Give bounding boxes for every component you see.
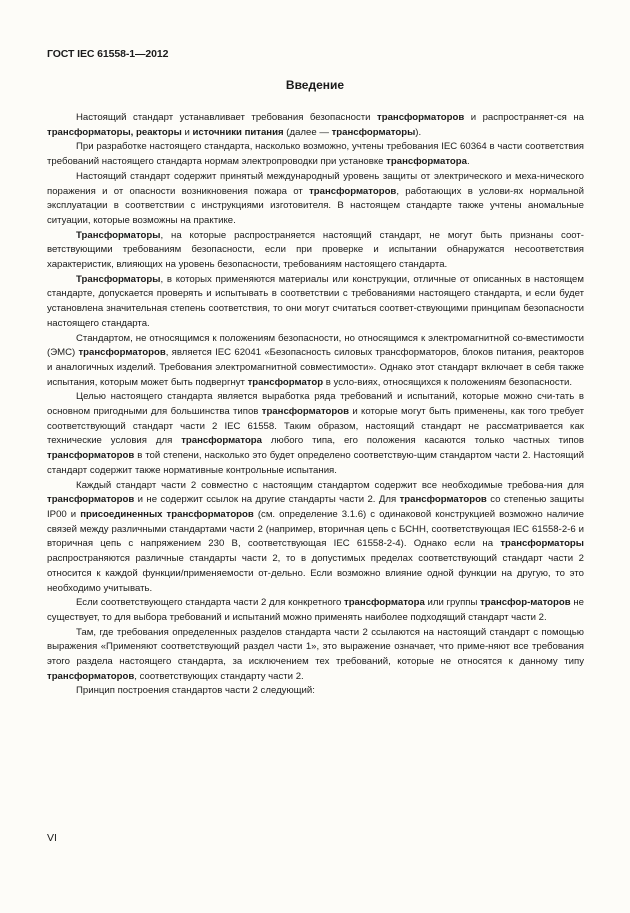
paragraph bbox=[47, 596, 584, 625]
text-run: не существует, то для выбора требований и испытаний можно применять наиболее подходящий стандарт части 2. bbox=[47, 597, 584, 623]
bold-term: трансформаторов bbox=[377, 112, 465, 123]
text-run: и bbox=[181, 126, 193, 138]
bold-term: источники питания bbox=[192, 126, 284, 138]
text-run: Принцип построения стандартов части 2 следующий: bbox=[76, 685, 315, 697]
text-run: При разработке настоящего стандарта, насколько возможно, учтены требования IEC 60364 в части соответствия требований настоящего стандарта нормам электропроводки при установке bbox=[47, 141, 584, 168]
text-run: в той степени, насколько это будет определено соответствую-щим стандартом части 2. Настоящий стандарт содержит также нормативные контрольные испытания. bbox=[47, 450, 584, 476]
text-run: . bbox=[467, 156, 470, 168]
paragraph bbox=[47, 229, 584, 273]
body-text bbox=[47, 111, 584, 699]
text-run: , соответствующих стандарту части 2. bbox=[134, 670, 304, 682]
bold-term: трансформаторов bbox=[47, 670, 135, 682]
bold-term: трансформаторов bbox=[78, 347, 166, 359]
bold-term: трансформатор bbox=[247, 376, 324, 388]
paragraph bbox=[47, 390, 584, 478]
bold-term: трансформатора bbox=[344, 597, 425, 609]
bold-term: трансформаторы, реакторы bbox=[47, 126, 182, 138]
text-run: , в которых применяются материалы или конструкции, отличные от описанных в настоящем стандарте, допускается проверять и испытывать в соответствии с требованиями настоящего стандарта, и если будет установлена значительная степень соответствия, то они могут считаться соответ-ствующими принципам безопасности настоящего стандарта. bbox=[47, 273, 584, 329]
text-run: (см. определение 3.1.6) с одинаковой конструкцией возможно наличие связей между различными стандартами части 2 (например, вторичная цепь с БСНН, соответствующая IEC 61558-2-6 и вторичная цепь с напряжением 230 В, соответствующая IEC 61558-2-4). Однако если на bbox=[47, 508, 584, 550]
bold-term: присоединенных трансформаторов bbox=[80, 508, 254, 520]
text-run: любого типа, его положения касаются только частных типов bbox=[262, 435, 584, 447]
bold-term: трансформатора bbox=[181, 435, 263, 447]
bold-term: трансформаторы bbox=[500, 538, 584, 550]
paragraph bbox=[47, 273, 584, 332]
bold-term: трансформатора bbox=[386, 156, 467, 168]
text-run: , на которые распространяется настоящий стандарт, не могут быть признаны соот-ветствующими требованиям безопасности, если при проверке и испытании обнаружатся несоответствия характеристик, влияющих на уровень безопасности, требованиям настоящего стандарта. bbox=[47, 229, 584, 271]
paragraph bbox=[47, 332, 584, 391]
bold-term: трансформаторов bbox=[399, 494, 487, 506]
text-run: Если соответствующего стандарта части 2 для конкретного bbox=[76, 597, 344, 609]
paragraph bbox=[47, 479, 584, 597]
text-run: со степенью защиты IP00 и bbox=[47, 494, 584, 520]
document-code-header: ГОСТ IEC 61558-1—2012 bbox=[47, 48, 169, 60]
bold-term: трансфор-маторов bbox=[480, 597, 571, 609]
bold-term: трансформаторов bbox=[261, 406, 349, 418]
bold-term: трансформаторов bbox=[309, 185, 397, 197]
text-run: , является IEC 62041 «Безопасность силовых трансформаторов, блоков питания, реакторов и аналогичных изделий. Требования электромагнитной совместимости». Однако этот стандарт включает в себя также испытания, которым может быть подвергнут bbox=[47, 347, 584, 388]
bold-term: Трансформаторы bbox=[76, 229, 161, 241]
paragraph bbox=[47, 170, 584, 229]
text-run: , работающих в услови-ях нормальной эксплуатации в соответствии с инструкциями изготовителя. В настоящем стандарте также учтены аномальные ситуации, которые возможны на практике. bbox=[47, 185, 584, 226]
text-run: в усло-виях, относящихся к положениям безопасности. bbox=[323, 376, 573, 388]
text-run: Настоящий стандарт устанавливает требования безопасности bbox=[76, 112, 378, 123]
section-title: Введение bbox=[285, 78, 345, 92]
paragraph bbox=[47, 684, 584, 699]
page-number: VI bbox=[47, 832, 57, 844]
text-run: Настоящий стандарт содержит принятый международный уровень защиты от электрического и меха-нического поражения и от опасности возникновения пожара от bbox=[47, 170, 584, 197]
text-run: распространяются различные стандарты части 2, то в допустимых пределах соответствующий стандарт части 2 относится к каждой функции/применяемости от-дельно. Если возможно влияние одной функции на другую, то это необходимо учитывать. bbox=[47, 553, 584, 594]
text-run: и не содержит ссылок на другие стандарты части 2. Для bbox=[134, 494, 400, 506]
text-run: Там, где требования определенных разделов стандарта части 2 ссылаются на настоящий стандарт с помощью выражения «Применяют соответствующий раздел части 1», это выражение означает, что приме-няют все требования этого раздела настоящего стандарта, за исключением тех требований, которые не относятся к данному типу bbox=[47, 626, 584, 668]
text-run: Целью настоящего стандарта является выработка ряда требований и испытаний, которые можно счи-тать в основном пригодными для большинства типов bbox=[47, 391, 584, 418]
paragraph bbox=[47, 140, 584, 169]
text-run: Каждый стандарт части 2 совместно с настоящим стандартом содержит все необходимые требова-ния для bbox=[76, 479, 584, 491]
text-run: Стандартом, не относящимся к положениям безопасности, но относящимся к электромагнитной со-вместимости (ЭМС) bbox=[47, 332, 584, 359]
bold-term: трансформаторы bbox=[331, 126, 416, 138]
bold-term: Трансформаторы bbox=[76, 273, 161, 285]
text-run: ). bbox=[415, 126, 422, 138]
paragraph bbox=[47, 626, 584, 685]
text-run: и распространяет-ся на bbox=[464, 112, 584, 123]
paragraph bbox=[47, 111, 584, 140]
text-run: и которые могут быть применены, как того требует соответствующий стандарт части 2 IEC 61558. Таким образом, настоящий стандарт не рассматривается как технические условия для bbox=[47, 406, 585, 447]
text-run: (далее — bbox=[283, 126, 332, 138]
bold-term: трансформаторов bbox=[47, 450, 135, 462]
bold-term: трансформаторов bbox=[47, 494, 135, 506]
text-run: или группы bbox=[424, 597, 481, 609]
